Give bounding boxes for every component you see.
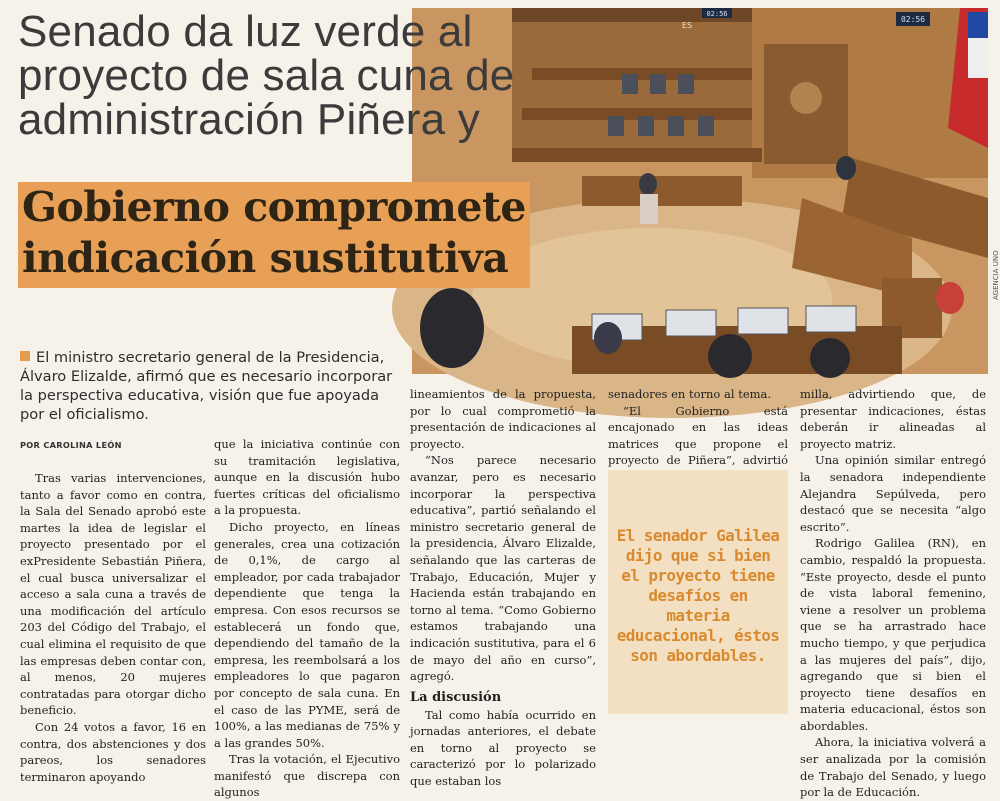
article-column-3 bbox=[410, 386, 596, 790]
paragraph: Tal como había ocurrido en jornadas anteriores, el debate en torno al proyecto se caracterizó por lo polarizado que estaban los bbox=[410, 707, 596, 789]
paragraph: Ahora, la iniciativa volverá a ser analizada por la comisión de Trabajo del Senado, y luego por la de Educación. bbox=[800, 735, 986, 800]
paragraph: Rodrigo Galilea (RN), en cambio, respaldó la propuesta. “Este proyecto, desde el punto de vista laboral femenino, viene a resolver un problema que se ha arrastrado hace mucho tiempo, y que perjudica a las mujeres del país”, dijo, agregando que si bien el proyecto tiene desafíos en materia educacional, éstos son abordables. bbox=[800, 536, 986, 733]
paragraph: que la iniciativa continúe con su tramitación legislativa, aunque en la discusión hubo fuertes críticas del oficialismo a la propuesta. bbox=[214, 437, 400, 518]
paragraph: “El Gobierno está encajonado en las ideas matrices que propone el proyecto de Piñera”, advirtió bbox=[608, 403, 788, 468]
pull-quote-text: El senador Galilea dijo que si bien el proyecto tiene desafíos en materia educacional, éstos son abordables. bbox=[616, 526, 780, 665]
photo-credit: AGENCIA UNO bbox=[992, 250, 1000, 300]
pull-quote bbox=[608, 470, 788, 714]
paragraph: senadores en torno al tema. bbox=[608, 387, 772, 401]
headline-line-3: administración Piñera y bbox=[18, 95, 480, 144]
paragraph: Tras varias intervenciones, tanto a favor como en contra, la Sala del Senado aprobó este martes la idea de legislar el proyecto presentado por el exPresidente Sebastián Piñera, el cual busca universalizar el acceso a sala cuna a través de una modificación del artículo 203 del Código del Trabajo, el cual elimina el requisito de que las empresas deben contar con, al menos, 20 mujeres contratadas para otorgar dicho beneficio. bbox=[20, 471, 206, 718]
headline-line-2: proyecto de sala cuna de bbox=[18, 51, 515, 100]
headline-line-1: Senado da luz verde al bbox=[18, 7, 473, 56]
paragraph: Dicho proyecto, en líneas generales, crea una cotización de 0,1%, de cargo al empleador, por cada trabajador dependiente que tenga la empresa. Con esos recursos se establecerá un fondo que, dependiendo del tamaño de la empresa, les reembolsará a los empleadores lo que pagaron por concepto de sala cuna. En el caso de las PYME, será de 100%, a las medianas de 75% y a las grandes 50%. bbox=[214, 519, 400, 750]
headline-bold-line-1: Gobierno compromete bbox=[22, 183, 527, 231]
article-column-5 bbox=[800, 386, 986, 801]
headline-bold-line-2: indicación sustitutiva bbox=[22, 234, 509, 282]
paragraph: lineamientos de la propuesta, por lo cual comprometió la presentación de indicaciones al proyecto. bbox=[410, 387, 596, 451]
paragraph: “Nos parece necesario avanzar, pero es necesario incorporar la perspectiva educativa”, partió señalando el ministro secretario general de la presidencia, Álvaro Elizalde, señalando que las carteras de Trabajo, Educación, Mujer y Hacienda están trabajando en torno al tema. “Como Gobierno estamos trabajando una indicación sustitutiva, para el 6 de mayo del año en curso”, agregó. bbox=[410, 453, 596, 684]
screen-label: ES bbox=[681, 21, 693, 30]
paragraph: Tras la votación, el Ejecutivo manifestó que discrepa con algunos bbox=[214, 752, 400, 800]
bullet-square-icon bbox=[20, 351, 30, 361]
article-column-1 bbox=[20, 470, 206, 785]
lead-paragraph bbox=[20, 348, 405, 424]
paragraph: Una opinión similar entregó la senadora independiente Alejandra Sepúlveda, pero destacó que se necesita “algo escrito”. bbox=[800, 453, 986, 534]
subheading: La discusión bbox=[410, 689, 502, 705]
clock-readout-right: 02:56 bbox=[900, 15, 926, 24]
lead-text: El ministro secretario general de la Presidencia, Álvaro Elizalde, afirmó que es necesario incorporar la perspectiva educativa, visión que fue apoyada por el oficialismo. bbox=[20, 349, 393, 423]
article-column-2 bbox=[214, 436, 400, 801]
byline: POR CAROLINA LEÓN bbox=[20, 440, 122, 450]
headline bbox=[18, 7, 578, 144]
paragraph: Con 24 votos a favor, 16 en contra, dos abstenciones y dos pareos, los senadores terminaron apoyando bbox=[20, 719, 206, 784]
paragraph: milla, advirtiendo que, de presentar indicaciones, éstas deberán ir alineadas al proyecto matriz. bbox=[800, 387, 986, 451]
clock-readout-left: 02:56 bbox=[706, 10, 728, 18]
